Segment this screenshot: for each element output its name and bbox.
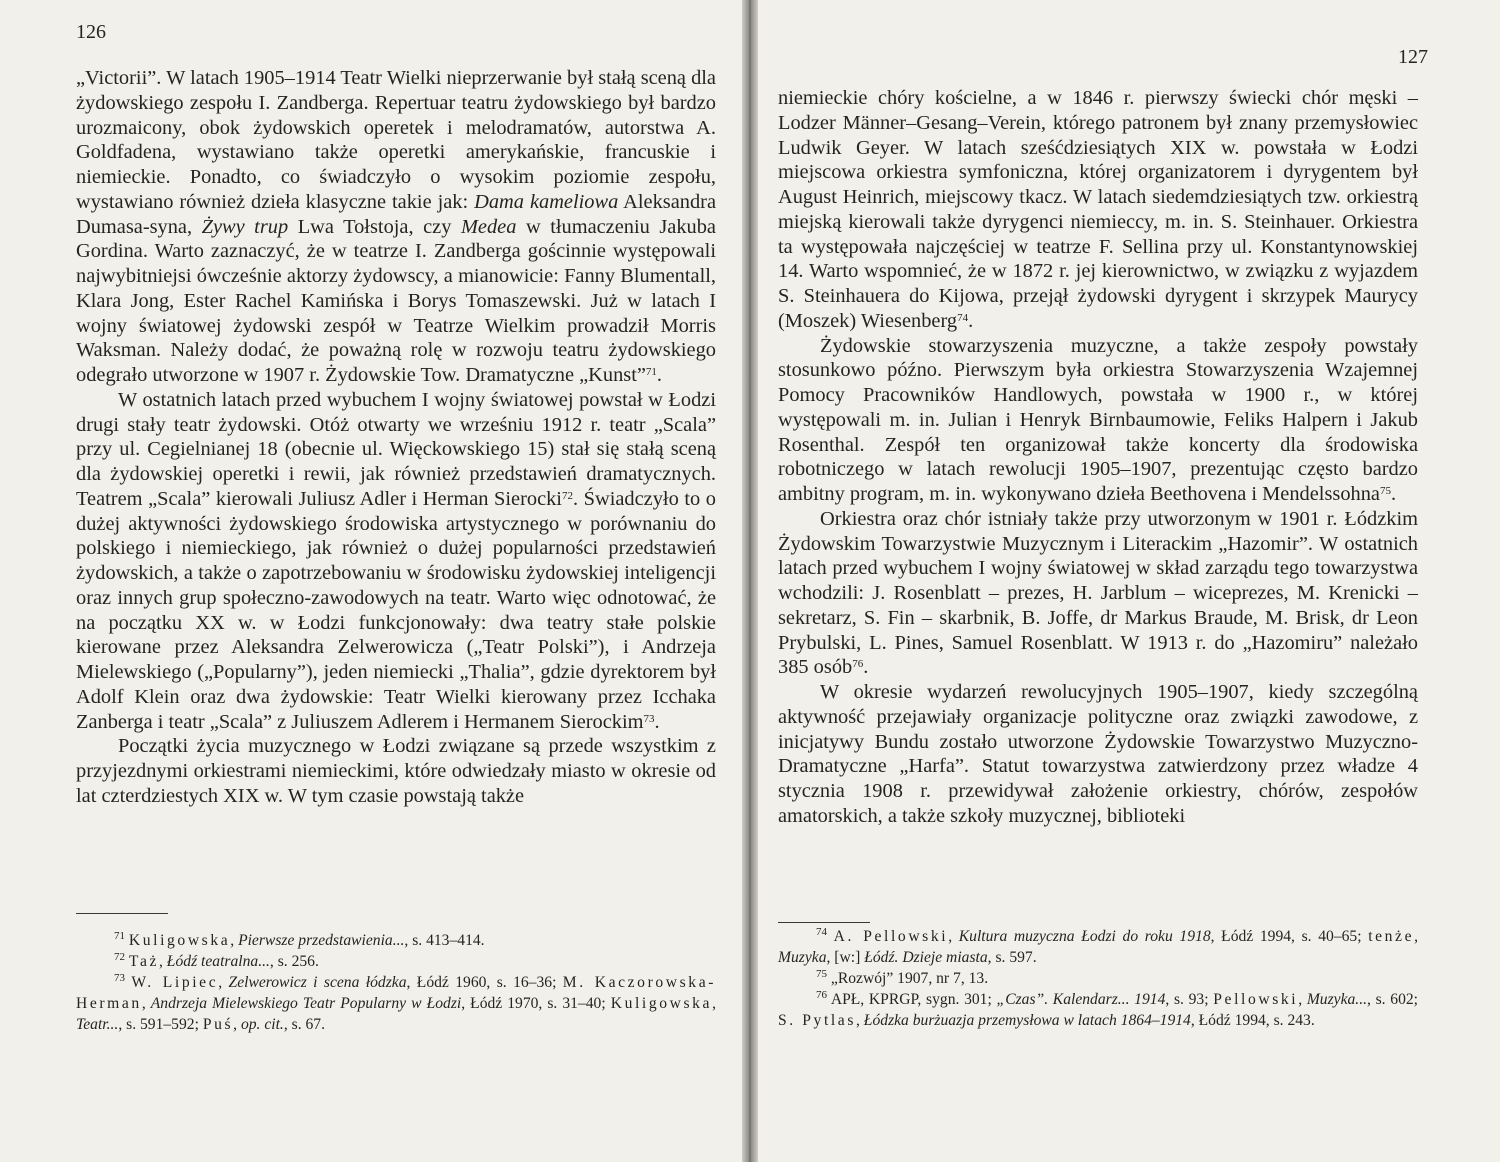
footnotes <box>778 926 1418 1031</box>
text-run: , s. 256. <box>269 953 319 970</box>
text-run: , s. 93; <box>1165 991 1214 1008</box>
text-run: , Łódź 1960, s. 16–36; <box>406 974 563 991</box>
text-run: Żydowskie stowarzyszenia muzyczne, a także zespoły powstały stosunkowo późno. Pierwszym była orkiestra Stowarzyszenia Wzajemnej Pomocy Pracowników Handlowych, powstała w 1900 r., w której występowali m. in. Julian i Henryk Birnbaumowie, Feliks Halpern i Jakub Rosenthal. Zespół ten organizował także koncerty dla środowiska robotniczego w latach rewolucji 1905–1907, prezentując często bardzo ambitny program, m. in. wykonywano dzieła Beethovena i Mendelssohna <box>778 334 1418 505</box>
text-run: Orkiestra oraz chór istniały także przy utworzonym w 1901 r. Łódzkim Żydowskim Towarzystwie Muzycznym i Literackim „Hazomir”. W ostatnich latach przed wybuchem I wojny światowej w skład zarządu tego towarzystwa wchodzili: J. Rosenblatt – prezes, H. Jarblum – wiceprezes, M. Krenicki – sekretarz, S. Fin – skarbnik, B. Joffe, dr Markus Braude, M. Brisk, dr Leon Prybulski, L. Pines, Samuel Rosenblatt. W 1913 r. do „Hazomiru” należało 385 osób <box>778 507 1418 679</box>
body-text <box>76 66 716 809</box>
text-run: . <box>1390 483 1397 505</box>
author-name: Kuligowska <box>128 932 231 949</box>
text-run: niemieckie chóry kościelne, a w 1846 r. pierwszy świecki chór męski – Lodzer Männer–Gesang–Verein, którego patronem był znany przemysłowiec Ludwik Geyer. W latach sześćdziesiątych XIX w. powstała w Łodzi miejscowa orkiestra symfoniczna, której organizatorem i dyrygentem był August Heinrich, miejscowy tkacz. W latach siedemdziesiątych tzw. orkiestrą miejską kierowali także dyrygenci niemieccy, m. in. S. Steinhauer. Orkiestra ta występowała najczęściej w teatrze F. Sellina przy ul. Konstantynowskiej 14. Warto wspomnieć, że w 1872 r. jej kierownictwo, w związku z wyjazdem S. Steinhauera do Kijowa, przejął żydowski dyrygent i skrzypek Maurycy (Moszek) Wiesenberg <box>778 87 1418 332</box>
footnote <box>778 968 1418 989</box>
footnote-marker: 72 <box>561 489 573 502</box>
italic-title: Łódzka burżuazja przemysłowa w latach 1864–1914 <box>863 1012 1191 1029</box>
text-run: W ostatnich latach przed wybuchem I wojny światowej powstał w Łodzi drugi stały teatr żydowski. Otóż otwarty we wrześniu 1912 r. teatr „Scala” przy ul. Cegielnianej 18 (obecnie ul. Więckowskiego 15) stał się stałą sceną dla żydowskiej operetki i rewii, jak również przedstawień dramatycznych. Teatrem „Scala” kierowali Juliusz Adler i Herman Sierocki <box>76 388 716 510</box>
italic-title: Kultura muzyczna Łodzi do roku 1918 <box>958 928 1211 945</box>
text-run: , s. 413–414. <box>404 932 485 949</box>
body-text <box>778 86 1418 829</box>
text-run: . <box>968 309 974 332</box>
footnotes <box>76 930 716 1035</box>
italic-title: Łódź. Dzieje miasta <box>864 949 988 966</box>
footnote <box>778 989 1418 1031</box>
text-run: , <box>218 974 229 991</box>
author-name: tenże <box>1368 928 1415 945</box>
footnote-marker: 72 <box>114 951 125 963</box>
text-run: , [w:] <box>826 949 865 966</box>
right-page <box>758 0 1500 1162</box>
text-run: , s. 602; <box>1367 991 1419 1008</box>
italic-title: Teatr... <box>76 1016 119 1033</box>
text-run: . <box>656 364 663 386</box>
footnote <box>76 951 716 972</box>
left-page <box>0 0 742 1162</box>
footnote-marker: 74 <box>816 926 827 938</box>
text-run: , Łódź 1994, s. 40–65; <box>1210 928 1369 945</box>
text-run <box>827 928 834 945</box>
text-run: , <box>1414 928 1419 945</box>
text-run: , <box>159 953 167 970</box>
text-run: . Świadczyło to o dużej aktywności żydowskiego środowiska artystycznego w porównaniu do polskiego i niemieckiego, jak również o dużej popularności przedstawień żydowskich, a także o zapotrzebowaniu w środowisku żydowskiej inteligencji oraz innych grup społeczno-zawodowych na teatr. Warto więc odnotować, że na początku XX w. w Łodzi funkcjonowały: dwa teatry stałe polskie kierowane przez Aleksandra Zelwerowicza („Teatr Polski”), i Andrzeja Mielewskiego („Popularny”), jeden niemiecki „Thalia”, gdzie dyrektorem był Adolf Klein oraz dwa żydowskie: Teatr Wielki kierowany przez Icchaka Zanberga i teatr „Scala” z Juliuszem Adlerem i Hermanem Sierockim <box>76 487 716 733</box>
text-run: , Łódź 1970, s. 31–40; <box>461 995 611 1012</box>
footnote-marker: 73 <box>643 712 655 725</box>
italic-title: Medea <box>460 215 517 238</box>
italic-title: „Czas”. Kalendarz... 1914 <box>996 991 1166 1008</box>
text-run: , <box>856 1012 864 1029</box>
author-name: Kuligowska <box>610 995 713 1012</box>
italic-title: Pierwsze przedstawienia... <box>238 932 405 949</box>
page-number: 126 <box>76 21 106 43</box>
footnote-separator <box>778 922 870 923</box>
italic-title: Dama kameliowa <box>474 190 619 213</box>
author-name: S. Pytlas <box>778 1012 856 1029</box>
author-name: Taż <box>128 953 159 970</box>
text-run: , s. 591–592; <box>118 1016 203 1033</box>
author-name: Puś <box>202 1016 234 1033</box>
text-run: , <box>233 1016 241 1033</box>
author-name: A. Pellowski <box>833 928 949 945</box>
text-run: W okresie wydarzeń rewolucyjnych 1905–1907, kiedy szczególną aktywność przejawiały organizacje polityczne oraz związki zawodowe, z inicjatywy Bundu zostało utworzone Żydowskie Towarzystwo Muzyczno-Dramatyczne „Harfa”. Statut towarzystwa zatwierdzony przez władze 4 stycznia 1908 r. przewidywał założenie orkiestry, chórów, zespołów amatorskich, a także szkoły muzycznej, biblioteki <box>778 681 1418 827</box>
footnote <box>76 972 716 1035</box>
paragraph <box>76 66 716 388</box>
text-run: . <box>863 656 869 679</box>
italic-title: Łódź teatralna... <box>166 953 270 970</box>
italic-title: Muzyka <box>778 949 827 966</box>
footnote-marker: 74 <box>957 311 969 324</box>
text-run: , <box>1298 991 1307 1008</box>
author-name: Pellowski <box>1213 991 1299 1008</box>
text-run: w tłumaczeniu Jakuba Gordina. Warto zaznaczyć, że w teatrze I. Zandberga gościnnie występowali najwybitniejsi ówcześnie aktorzy żydowscy, a mianowicie: Fanny Blumentall, Klara Jong, Ester Rachel Kamińska i Borys Tomaszewski. Już w latach I wojny światowej żydowski zespół w Teatrze Wielkim prowadził Morris Waksman. Należy dodać, że poważną rolę w rozwoju teatru żydowskiego odegrało utworzone w 1907 r. Żydowskie Tow. Dramatyczne „Kunst” <box>76 215 716 386</box>
text-run: . <box>654 710 660 733</box>
page-number: 127 <box>1398 46 1428 68</box>
text-run: , <box>141 995 151 1012</box>
footnote-separator <box>76 913 168 914</box>
footnote-marker: 71 <box>114 930 125 942</box>
footnote-marker: 76 <box>816 989 827 1001</box>
italic-title: Andrzeja Mielewskiego Teatr Popularny w Łodzi <box>150 995 462 1012</box>
book-gutter <box>742 0 758 1162</box>
paragraph <box>778 334 1418 507</box>
footnote-marker: 75 <box>816 968 827 980</box>
text-run: , <box>230 932 239 949</box>
italic-title: op. cit. <box>240 1016 284 1033</box>
italic-title: Żywy trup <box>201 215 289 238</box>
author-name: W. Lipiec <box>131 974 219 991</box>
footnote <box>76 930 716 951</box>
footnote-marker: 71 <box>645 366 657 378</box>
footnote <box>778 926 1418 968</box>
paragraph <box>778 507 1418 680</box>
text-run: Początki życia muzycznego w Łodzi związane są przede wszystkim z przyjezdnymi orkiestrami niemieckimi, które odwiedzały miasto w okresie od lat czterdziestych XIX w. W tym czasie powstają także <box>76 735 716 807</box>
text-run: Aleksandra Dumasa-syna, <box>76 190 716 238</box>
text-run: APŁ, KPRGP, sygn. 301; <box>827 991 997 1008</box>
paragraph <box>76 388 716 735</box>
text-run: , Łódź 1994, s. 243. <box>1190 1012 1315 1029</box>
paragraph <box>76 734 716 808</box>
author-name: M. Kaczorowska-Herman <box>76 974 717 1012</box>
italic-title: Muzyka... <box>1306 991 1368 1008</box>
text-run: , <box>712 995 716 1012</box>
text-run: „Rozwój” 1907, nr 7, 13. <box>827 970 989 987</box>
footnote-marker: 73 <box>114 972 125 984</box>
text-run: , s. 597. <box>987 949 1037 966</box>
text-run: „Victorii”. W latach 1905–1914 Teatr Wielki nieprzerwanie był stałą sceną dla żydowskiego zespołu I. Zandberga. Repertuar teatru żydowskiego był bardzo urozmaicony, obok żydowskich operetek i melodramatów, autorstwa A. Goldfadena, wystawiano także operetki amerykańskie, francuskie i niemieckie. Ponadto, co świadczyło o wysokim poziomie zespołu, wystawiano również dzieła klasyczne takie jak: <box>76 67 716 213</box>
footnote-marker: 75 <box>1379 485 1391 497</box>
italic-title: Zelwerowicz i scena łódzka <box>228 974 407 991</box>
paragraph <box>778 86 1418 334</box>
text-run: , <box>948 928 959 945</box>
paragraph <box>778 680 1418 829</box>
text-run: , s. 67. <box>283 1016 325 1033</box>
footnote-marker: 76 <box>852 658 864 671</box>
text-run: Lwa Tołstoja, czy <box>288 215 461 238</box>
